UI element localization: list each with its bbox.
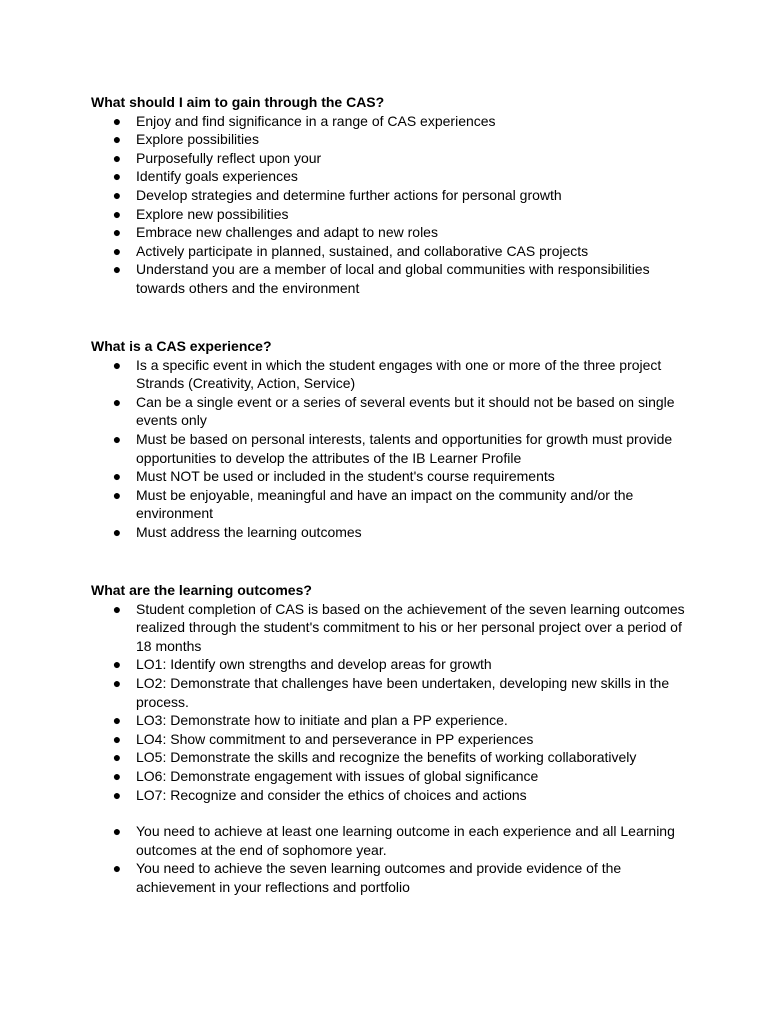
list-item-text: Purposefully reflect upon your — [136, 149, 322, 166]
section-cas-aims — [91, 93, 691, 298]
list-item-text: LO4: Show commitment to and perseverance in PP experiences — [136, 730, 534, 747]
bullet-icon: ● — [112, 712, 122, 729]
section-heading: What are the learning outcomes? — [91, 582, 312, 598]
list-item — [91, 655, 691, 674]
list-item-text: Must address the learning outcomes — [136, 523, 362, 540]
bullet-icon: ● — [112, 205, 122, 222]
list-item-text: Is a specific event in which the student engages with one or more of the three project Strands (Creativity, Action, Service) — [136, 356, 662, 392]
bullet-icon: ● — [112, 242, 122, 259]
list-item-text: LO1: Identify own strengths and develop areas for growth — [136, 656, 492, 673]
bullet-list — [91, 356, 691, 542]
list-item-text: Enjoy and find significance in a range of CAS experiences — [136, 112, 496, 129]
bullet-icon: ● — [112, 224, 122, 241]
list-item-text: Understand you are a member of local and global communities with responsibilities towards others and the environment — [136, 261, 650, 296]
list-item-text: You need to achieve the seven learning outcomes and provide evidence of the achievement in your reflections and portfolio — [136, 860, 622, 895]
list-item-text: LO6: Demonstrate engagement with issues of global significance — [136, 767, 539, 784]
list-item — [91, 711, 691, 730]
bullet-icon: ● — [112, 430, 122, 447]
bullet-icon: ● — [112, 131, 122, 148]
list-item — [91, 674, 691, 711]
bullet-list — [91, 600, 691, 897]
section-heading: What should I aim to gain through the CAS? — [91, 94, 385, 110]
list-item — [91, 186, 691, 205]
list-item-text: Student completion of CAS is based on the achievement of the seven learning outcomes realized through the student's commitment to his or her personal project over a period of 18 months — [136, 600, 685, 654]
list-item — [91, 730, 691, 749]
bullet-icon: ● — [112, 356, 122, 373]
list-item — [91, 260, 691, 297]
bullet-icon: ● — [112, 823, 122, 840]
section-cas-experience — [91, 337, 691, 542]
list-item-text: LO2: Demonstrate that challenges have been undertaken, developing new skills in the process. — [136, 674, 670, 710]
list-item — [91, 822, 691, 859]
list-item-text: Can be a single event or a series of several events but it should not be based on single events only — [136, 393, 675, 429]
list-item — [91, 859, 691, 896]
bullet-icon: ● — [112, 656, 122, 673]
list-item — [91, 523, 691, 542]
section-learning-outcomes — [91, 581, 691, 897]
list-item-text: LO3: Demonstrate how to initiate and plan a PP experience. — [136, 712, 508, 729]
bullet-icon: ● — [112, 730, 122, 747]
bullet-icon: ● — [112, 600, 122, 617]
list-item — [91, 786, 691, 805]
list-item-text: Explore new possibilities — [136, 205, 289, 222]
list-item — [91, 223, 691, 242]
list-item-text: LO5: Demonstrate the skills and recognize the benefits of working collaboratively — [136, 749, 637, 766]
bullet-icon: ● — [112, 186, 122, 203]
list-item — [91, 130, 691, 149]
list-item — [91, 486, 691, 523]
bullet-icon: ● — [112, 149, 122, 166]
bullet-icon: ● — [112, 860, 122, 877]
list-item-text: Embrace new challenges and adapt to new roles — [136, 224, 438, 241]
bullet-icon: ● — [112, 786, 122, 803]
bullet-icon: ● — [112, 393, 122, 410]
bullet-icon: ● — [112, 168, 122, 185]
list-item-text: Identify goals experiences — [136, 168, 298, 185]
list-item-text: Actively participate in planned, sustained, and collaborative CAS projects — [136, 242, 589, 259]
section-heading: What is a CAS experience? — [91, 338, 272, 354]
list-item-text: Must be based on personal interests, talents and opportunities for growth must provide opportunities to develop the attributes of the IB Learner Profile — [136, 430, 673, 466]
list-item — [91, 748, 691, 767]
list-item — [91, 600, 691, 656]
list-item-text: Must NOT be used or included in the student's course requirements — [136, 468, 555, 485]
list-item-text: Develop strategies and determine further actions for personal growth — [136, 186, 562, 203]
list-item — [91, 242, 691, 261]
list-item-text: Must be enjoyable, meaningful and have an impact on the community and/or the environment — [136, 486, 634, 522]
list-item-text: Explore possibilities — [136, 131, 259, 148]
list-item — [91, 167, 691, 186]
bullet-icon: ● — [112, 523, 122, 540]
list-item — [91, 393, 691, 430]
list-item — [91, 767, 691, 786]
list-item — [91, 467, 691, 486]
list-item — [91, 205, 691, 224]
bullet-icon: ● — [112, 749, 122, 766]
list-item-text: LO7: Recognize and consider the ethics of choices and actions — [136, 786, 527, 803]
bullet-icon: ● — [112, 468, 122, 485]
list-item-text: You need to achieve at least one learning outcome in each experience and all Learning outcomes at the end of sophomore year. — [136, 823, 675, 858]
list-item — [91, 356, 691, 393]
list-item — [91, 430, 691, 467]
bullet-list — [91, 112, 691, 298]
bullet-icon: ● — [112, 112, 122, 129]
bullet-icon: ● — [112, 261, 122, 278]
bullet-icon: ● — [112, 767, 122, 784]
list-item — [91, 149, 691, 168]
list-item — [91, 112, 691, 131]
bullet-icon: ● — [112, 674, 122, 691]
bullet-icon: ● — [112, 486, 122, 503]
